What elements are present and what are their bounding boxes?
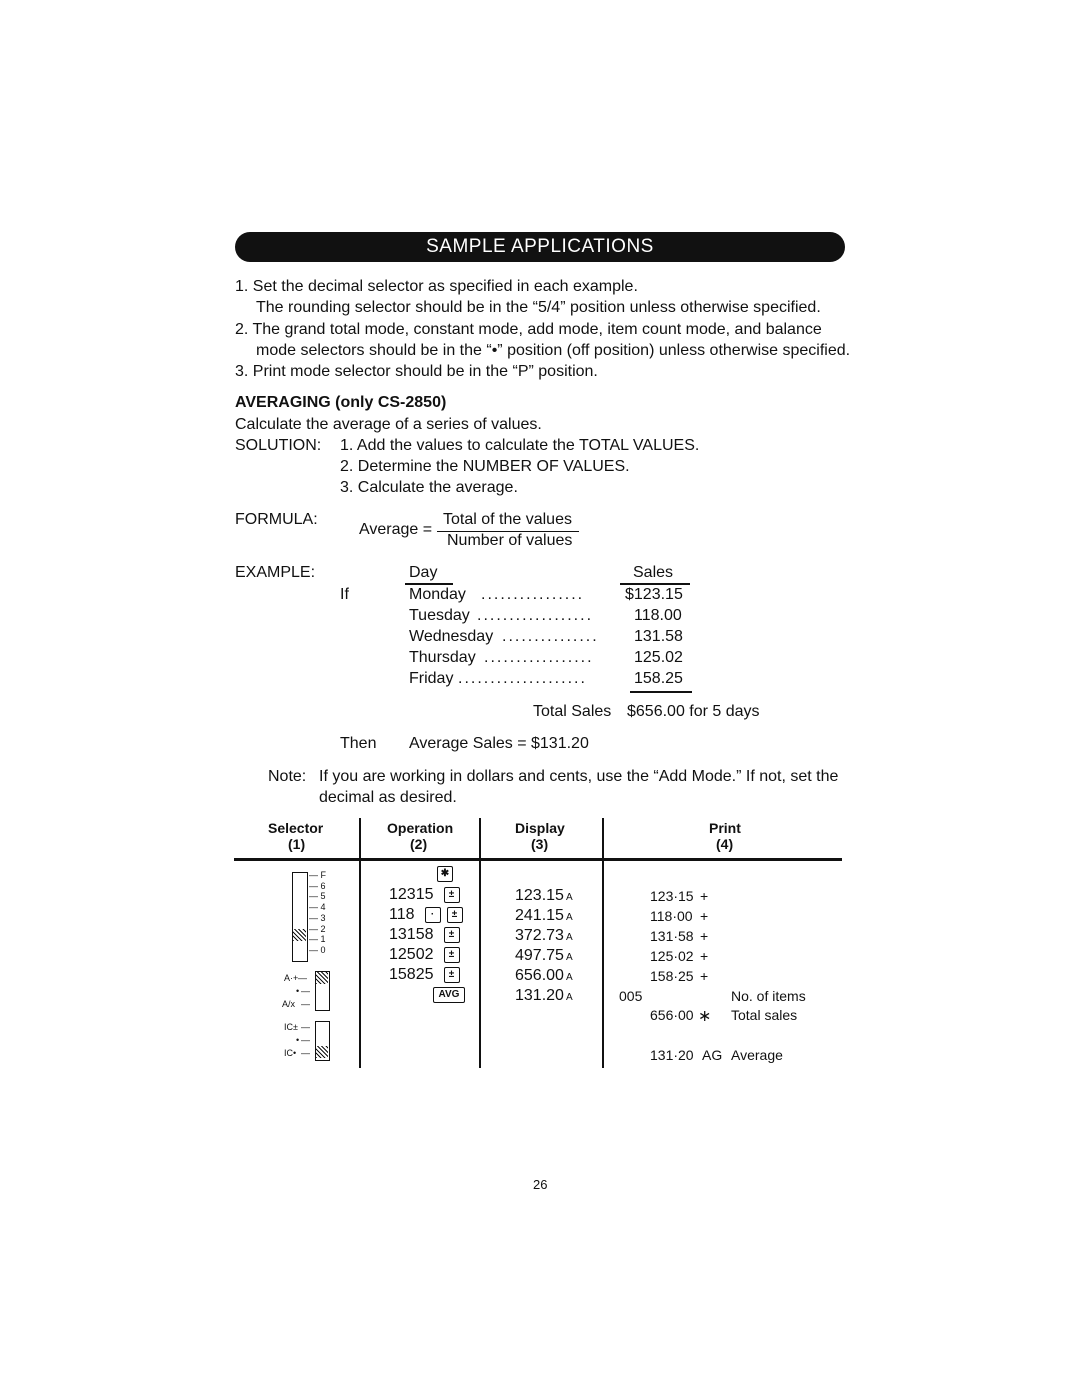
- print-note: Total sales: [731, 1007, 798, 1023]
- averaging-heading: AVERAGING (only CS-2850): [235, 394, 447, 411]
- header-display: Display: [515, 820, 565, 836]
- header-print: Print: [709, 820, 741, 836]
- op-number: 118: [389, 906, 415, 923]
- formula-numerator: Total of the values: [443, 511, 572, 528]
- decimal-key-icon: ·: [425, 907, 441, 923]
- display-value: 123.15: [515, 887, 564, 904]
- solution-step-2: 2. Determine the NUMBER OF VALUES.: [340, 458, 630, 475]
- display-row: [515, 987, 573, 1005]
- sales-value: 125.02: [634, 649, 683, 666]
- ic-tick: —: [301, 1035, 310, 1045]
- formula-denominator: Number of values: [447, 532, 573, 549]
- dot-leader: .................: [484, 649, 594, 666]
- display-row: [515, 887, 573, 905]
- print-value: 123·15: [650, 888, 694, 904]
- add-mode-label-dot: •: [296, 986, 300, 996]
- display-value: 131.20: [515, 987, 564, 1004]
- display-flag: A: [565, 912, 573, 923]
- print-symbol: ∗: [698, 1008, 712, 1025]
- note-line-2: decimal as desired.: [319, 789, 457, 806]
- ic-label-star: IC•: [284, 1048, 297, 1058]
- display-row: [515, 967, 573, 985]
- display-flag: A: [565, 932, 573, 943]
- plus-minus-key-icon: ±: [444, 967, 460, 983]
- multiply-key-icon: ✱: [437, 866, 453, 882]
- decimal-label: 5: [320, 891, 326, 902]
- display-flag: A: [565, 972, 573, 983]
- add-mode-tick: —: [301, 986, 310, 996]
- op-row: [389, 926, 460, 944]
- print-value: 125·02: [650, 948, 694, 964]
- display-row: [515, 907, 573, 925]
- display-flag: A: [565, 992, 573, 1003]
- avg-key-icon: AVG: [433, 987, 465, 1003]
- sales-value: $123.15: [625, 586, 683, 603]
- print-value: 131·20: [650, 1047, 694, 1063]
- print-value: 656·00: [650, 1007, 694, 1023]
- display-flag: A: [565, 892, 573, 903]
- total-label: Total Sales: [533, 703, 612, 720]
- print-value: 118·00: [650, 908, 693, 924]
- column-divider: [479, 818, 481, 1068]
- decimal-label: 4: [320, 902, 326, 913]
- note-line-1: If you are working in dollars and cents, use the “Add Mode.” If not, set the: [319, 768, 839, 785]
- decimal-label: F: [320, 870, 327, 880]
- decimal-selector-slot: [292, 872, 308, 962]
- intro-line-4: mode selectors should be in the “•” position (off position) unless otherwise specified.: [256, 342, 851, 359]
- day-row-tuesday: Tuesday: [409, 607, 470, 624]
- print-symbol: +: [700, 928, 709, 944]
- day-row-wednesday: Wednesday: [409, 628, 494, 645]
- header-selector-num: (1): [288, 836, 306, 852]
- sum-line: [630, 691, 692, 693]
- intro-line-5: 3. Print mode selector should be in the “P” position.: [235, 363, 598, 380]
- print-symbol: +: [700, 968, 709, 984]
- sales-value: 118.00: [634, 607, 682, 624]
- header-operation: Operation: [387, 820, 454, 836]
- solution-step-1: 1. Add the values to calculate the TOTAL VALUES.: [340, 437, 700, 454]
- ic-tick: —: [301, 1048, 310, 1058]
- intro-line-1: 1. Set the decimal selector as specified in each example.: [235, 278, 638, 295]
- op-row: [389, 906, 463, 924]
- column-divider: [359, 818, 361, 1068]
- display-row: [515, 927, 573, 945]
- op-row: [437, 865, 453, 883]
- decimal-label: 3: [320, 912, 326, 923]
- sales-header: Sales: [633, 564, 674, 581]
- header-display-num: (3): [531, 836, 549, 852]
- intro-line-3: 2. The grand total mode, constant mode, add mode, item count mode, and balance: [235, 321, 822, 338]
- print-symbol: AG: [702, 1047, 723, 1063]
- print-value: 131·58: [650, 928, 694, 944]
- page-number: 26: [533, 1177, 548, 1192]
- op-row: [389, 886, 460, 904]
- plus-minus-key-icon: ±: [444, 947, 460, 963]
- decimal-label: 0: [320, 944, 326, 955]
- day-row-thursday: Thursday: [409, 649, 476, 666]
- plus-minus-key-icon: ±: [444, 887, 460, 903]
- then-label: Then: [340, 735, 377, 752]
- ic-label-plus: IC±: [284, 1022, 298, 1032]
- display-row: [515, 947, 573, 965]
- header-operation-num: (2): [410, 836, 428, 852]
- display-flag: A: [565, 952, 573, 963]
- averaging-desc: Calculate the average of a series of values.: [235, 416, 542, 433]
- example-label: EXAMPLE:: [235, 564, 316, 581]
- op-number: 12502: [389, 946, 434, 963]
- print-symbol: +: [700, 908, 709, 924]
- day-row-monday: Monday: [409, 586, 466, 603]
- decimal-label: 2: [320, 923, 326, 934]
- day-header: Day: [409, 564, 438, 581]
- op-number: 15825: [389, 966, 434, 983]
- ic-tick: —: [301, 1022, 310, 1032]
- table-header-rule: [234, 858, 842, 861]
- formula-label: FORMULA:: [235, 511, 318, 528]
- day-underline: [405, 583, 453, 585]
- op-row: [389, 966, 460, 984]
- print-note: No. of items: [731, 988, 806, 1004]
- dot-leader: ..................: [477, 607, 594, 624]
- display-value: 372.73: [515, 927, 564, 944]
- add-mode-label-a: A·+: [284, 973, 299, 983]
- op-row: [389, 946, 460, 964]
- op-number: 12315: [389, 886, 434, 903]
- add-mode-tick: —: [298, 973, 307, 983]
- formula-lhs: Average =: [359, 521, 433, 538]
- print-count: 005: [619, 988, 643, 1004]
- decimal-label: 6: [320, 880, 326, 891]
- ic-selector-knob: [316, 1046, 328, 1058]
- header-print-num: (4): [716, 836, 734, 852]
- section-banner: SAMPLE APPLICATIONS: [235, 232, 845, 262]
- print-note: Average: [731, 1047, 783, 1063]
- solution-step-3: 3. Calculate the average.: [340, 479, 518, 496]
- day-row-friday: Friday: [409, 670, 454, 687]
- dot-leader: ................: [481, 586, 585, 603]
- plus-minus-key-icon: ±: [447, 907, 463, 923]
- total-value: $656.00 for 5 days: [627, 703, 760, 720]
- solution-label: SOLUTION:: [235, 437, 322, 454]
- intro-line-2: The rounding selector should be in the “5/4” position unless otherwise specified.: [256, 299, 821, 316]
- decimal-selector-labels: — F — 6 — 5 — 4 — 3 — 2 — 1 — 0: [309, 870, 327, 955]
- if-label: If: [340, 586, 349, 603]
- add-mode-label-ax: A/x: [282, 999, 296, 1009]
- dot-leader: ....................: [458, 670, 587, 687]
- average-line: Average Sales = $131.20: [409, 735, 589, 752]
- print-value: 158·25: [650, 968, 694, 984]
- decimal-label: 1: [320, 934, 326, 945]
- decimal-selector-knob: [293, 929, 306, 941]
- print-symbol: +: [700, 888, 709, 904]
- print-symbol: +: [700, 948, 709, 964]
- sales-value: 131.58: [634, 628, 683, 645]
- header-selector: Selector: [268, 820, 324, 836]
- dot-leader: ...............: [502, 628, 599, 645]
- op-number: 13158: [389, 926, 434, 943]
- ic-label-dot: •: [296, 1035, 300, 1045]
- plus-minus-key-icon: ±: [444, 927, 460, 943]
- column-divider: [602, 818, 604, 1068]
- display-value: 241.15: [515, 907, 564, 924]
- display-value: 656.00: [515, 967, 564, 984]
- add-mode-tick: —: [301, 999, 310, 1009]
- op-row: [433, 986, 465, 1004]
- display-value: 497.75: [515, 947, 564, 964]
- sales-value: 158.25: [634, 670, 683, 687]
- add-mode-selector-knob: [316, 972, 328, 984]
- sales-underline: [620, 583, 690, 585]
- note-label: Note:: [268, 768, 307, 785]
